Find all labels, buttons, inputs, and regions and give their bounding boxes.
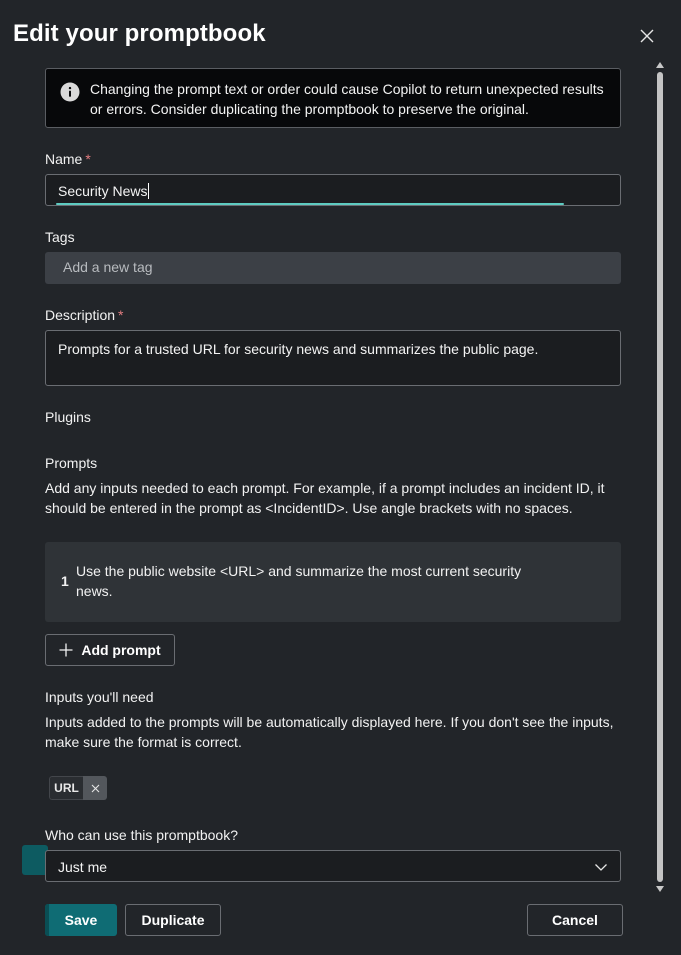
inputs-help-text: Inputs added to the prompts will be automatically displayed here. If you don't see the inputs, make sure the format is correct. <box>45 714 614 750</box>
description-textarea[interactable]: Prompts for a trusted URL for security news and summarizes the public page. <box>45 330 621 386</box>
cancel-button[interactable] <box>527 904 623 936</box>
input-chip-label: URL <box>49 776 83 800</box>
name-input-focus-indicator <box>56 203 564 205</box>
warning-notice-text: Changing the prompt text or order could cause Copilot to return unexpected results or errors. Consider duplicating the promptbook to preserve the original. <box>90 81 604 117</box>
close-button[interactable] <box>635 24 659 48</box>
input-chip-url <box>49 776 107 800</box>
duplicate-label: Duplicate <box>141 912 205 928</box>
prompt-text: Use the public website <URL> and summarize the most current security news. <box>76 563 522 599</box>
name-input[interactable] <box>45 174 621 206</box>
warning-notice <box>45 68 621 128</box>
access-select[interactable] <box>45 850 621 882</box>
close-icon <box>640 29 654 43</box>
prompt-number: 1 <box>61 573 69 589</box>
duplicate-button[interactable] <box>125 904 221 936</box>
prompts-label: Prompts <box>45 455 98 471</box>
plus-icon <box>59 643 73 657</box>
info-icon <box>60 82 80 102</box>
save-label: Save <box>64 912 98 928</box>
prompt-item[interactable] <box>45 542 621 622</box>
dialog-title: Edit your promptbook <box>13 20 266 47</box>
remove-input-button[interactable] <box>83 776 107 800</box>
cancel-label: Cancel <box>552 912 598 928</box>
access-label: Who can use this promptbook? <box>45 827 238 843</box>
required-mark: * <box>118 307 124 323</box>
description-label: Description * <box>45 307 124 323</box>
access-select-value: Just me <box>58 859 108 875</box>
scroll-down-arrow-icon[interactable] <box>656 886 664 892</box>
tags-input[interactable]: Add a new tag <box>45 252 621 284</box>
tags-label: Tags <box>45 229 75 245</box>
vertical-scrollbar[interactable] <box>654 60 666 896</box>
name-label: Name * <box>45 151 91 167</box>
prompts-help-text: Add any inputs needed to each prompt. For example, if a prompt includes an incident ID, it should be entered in the prompt as <IncidentID>. Use angle brackets with no spaces. <box>45 480 605 516</box>
inputs-label: Inputs you'll need <box>45 689 154 705</box>
name-input-value: Security News <box>58 183 148 199</box>
scroll-thumb[interactable] <box>657 72 663 882</box>
add-prompt-label: Add prompt <box>81 642 161 658</box>
save-button-edge <box>45 904 49 936</box>
save-button[interactable] <box>45 904 117 936</box>
add-prompt-button[interactable] <box>45 634 175 666</box>
close-icon <box>91 784 100 793</box>
text-caret <box>148 183 149 199</box>
scroll-up-arrow-icon[interactable] <box>656 62 664 68</box>
plugins-label: Plugins <box>45 409 91 425</box>
chevron-down-icon <box>594 860 608 874</box>
required-mark: * <box>85 151 91 167</box>
